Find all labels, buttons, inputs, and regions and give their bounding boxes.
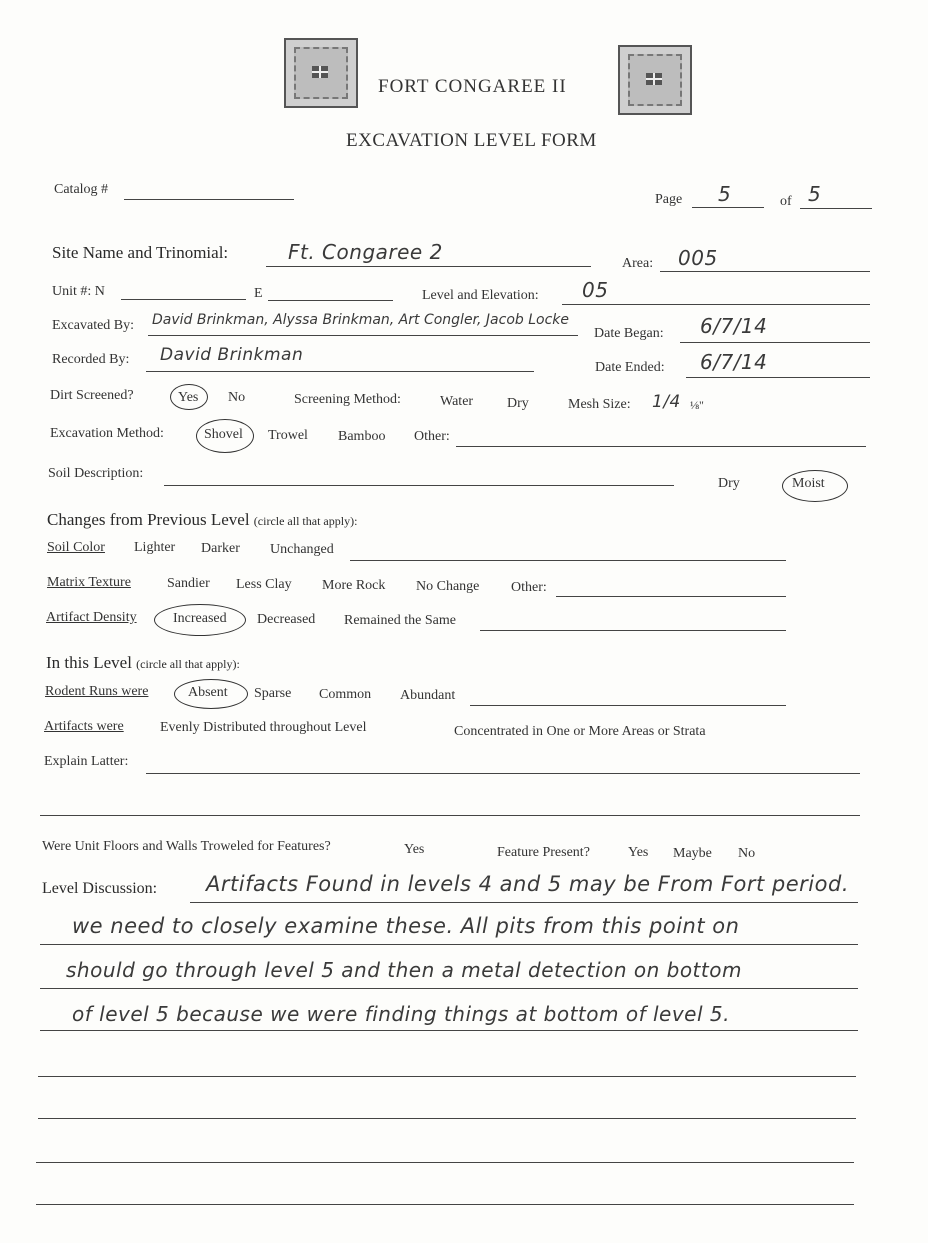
screening-method-label: Screening Method: <box>294 392 401 407</box>
troweled-question: Were Unit Floors and Walls Troweled for Features? <box>42 839 331 854</box>
level-field[interactable] <box>562 304 870 305</box>
density-field[interactable] <box>480 630 786 631</box>
dirt-yes-option[interactable]: Yes <box>178 390 199 405</box>
rodent-runs-label: Rodent Runs were <box>45 684 149 699</box>
changes-heading <box>47 510 357 530</box>
date-began-value: 6/7/14 <box>700 314 768 338</box>
soil-description-field[interactable] <box>164 485 674 486</box>
in-level-heading <box>46 653 240 673</box>
soil-color-label: Soil Color <box>47 540 105 555</box>
method-shovel-circle <box>196 419 254 453</box>
soil-description-label: Soil Description: <box>48 466 144 481</box>
matrix-less-clay-option[interactable]: Less Clay <box>236 577 292 592</box>
form-title: FORT CONGAREE II <box>378 76 567 97</box>
form-subtitle: EXCAVATION LEVEL FORM <box>346 130 597 151</box>
page-value: 5 <box>718 182 732 206</box>
excavation-method-label: Excavation Method: <box>50 426 164 441</box>
area-field[interactable] <box>660 271 870 272</box>
in-level-heading-note: (circle all that apply): <box>136 657 240 671</box>
mesh-size-unit: ⅛" <box>690 398 704 412</box>
discussion-line-4[interactable] <box>40 1030 858 1031</box>
soil-moist-circle <box>782 470 848 502</box>
feature-maybe-option[interactable]: Maybe <box>673 846 712 861</box>
artifacts-concentrated-option[interactable]: Concentrated in One or More Areas or Strata <box>454 724 706 739</box>
discussion-text-3: should go through level 5 and then a metal detection on bottom <box>66 958 742 982</box>
rodent-abundant-option[interactable]: Abundant <box>400 688 456 703</box>
matrix-other-label: Other: <box>511 580 547 595</box>
discussion-line-3[interactable] <box>40 988 858 989</box>
recorded-label: Recorded By: <box>52 352 130 367</box>
discussion-line-6[interactable] <box>38 1118 856 1119</box>
date-ended-label: Date Ended: <box>595 360 665 375</box>
discussion-text-2: we need to closely examine these. All pits from this point on <box>72 914 740 938</box>
unit-n-label: Unit #: N <box>52 284 105 299</box>
density-decreased-option[interactable]: Decreased <box>257 612 316 627</box>
excavated-field[interactable] <box>148 335 578 336</box>
method-shovel-option[interactable]: Shovel <box>204 427 243 442</box>
dirt-screened-label: Dirt Screened? <box>50 388 134 403</box>
soil-dry-option[interactable]: Dry <box>718 476 740 491</box>
excavated-label: Excavated By: <box>52 318 135 333</box>
discussion-line-8[interactable] <box>36 1204 854 1205</box>
of-label: of <box>780 194 792 209</box>
left-seal-logo <box>284 38 358 108</box>
method-other-label: Other: <box>414 429 450 444</box>
catalog-field[interactable] <box>124 199 294 200</box>
rodent-common-option[interactable]: Common <box>319 687 372 702</box>
matrix-sandier-option[interactable]: Sandier <box>167 576 210 591</box>
changes-heading-note: (circle all that apply): <box>253 514 358 528</box>
feature-yes-option[interactable]: Yes <box>628 845 649 860</box>
page-label: Page <box>655 192 683 207</box>
date-ended-field[interactable] <box>686 377 870 378</box>
level-label: Level and Elevation: <box>422 288 539 303</box>
explain-field-2[interactable] <box>40 815 860 816</box>
matrix-texture-label: Matrix Texture <box>47 575 131 590</box>
feature-no-option[interactable]: No <box>738 846 756 861</box>
discussion-line-7[interactable] <box>36 1162 854 1163</box>
right-seal-logo <box>618 45 692 115</box>
feature-present-label: Feature Present? <box>497 845 590 860</box>
method-trowel-option[interactable]: Trowel <box>268 428 308 443</box>
artifact-density-label: Artifact Density <box>46 610 137 625</box>
soil-color-unchanged-option[interactable]: Unchanged <box>270 542 334 557</box>
of-field[interactable] <box>800 208 872 209</box>
rodent-sparse-option[interactable]: Sparse <box>254 686 292 701</box>
of-value: 5 <box>808 182 822 206</box>
soil-moist-option[interactable]: Moist <box>792 476 825 491</box>
soil-color-field[interactable] <box>350 560 786 561</box>
rodent-absent-circle <box>174 679 248 709</box>
level-value: 05 <box>582 278 609 302</box>
density-remained-option[interactable]: Remained the Same <box>344 613 456 628</box>
dirt-no-option[interactable]: No <box>228 390 246 405</box>
density-increased-option[interactable]: Increased <box>173 611 227 626</box>
level-discussion-label: Level Discussion: <box>42 880 158 897</box>
unit-e-field[interactable] <box>268 300 393 301</box>
discussion-line-5[interactable] <box>38 1076 856 1077</box>
rodent-field[interactable] <box>470 705 786 706</box>
site-value: Ft. Congaree 2 <box>288 240 443 264</box>
method-bamboo-option[interactable]: Bamboo <box>338 429 386 444</box>
date-ended-value: 6/7/14 <box>700 350 768 374</box>
excavated-value: David Brinkman, Alyssa Brinkman, Art Congler, Jacob Locke <box>152 312 570 328</box>
area-value: 005 <box>678 246 718 270</box>
unit-n-field[interactable] <box>121 299 246 300</box>
artifacts-evenly-option[interactable]: Evenly Distributed throughout Level <box>160 720 367 735</box>
screening-dry-option[interactable]: Dry <box>507 396 529 411</box>
troweled-yes-option[interactable]: Yes <box>404 842 425 857</box>
discussion-text-4: of level 5 because we were finding things at bottom of level 5. <box>72 1002 730 1026</box>
page-field[interactable] <box>692 207 764 208</box>
rodent-absent-option[interactable]: Absent <box>188 685 228 700</box>
unit-e-label: E <box>254 286 263 301</box>
matrix-more-rock-option[interactable]: More Rock <box>322 578 386 593</box>
discussion-text-1: Artifacts Found in levels 4 and 5 may be From Fort period. <box>206 872 849 896</box>
in-level-heading-text: In this Level <box>46 653 132 672</box>
discussion-line-1[interactable] <box>190 902 858 903</box>
recorded-value: David Brinkman <box>160 345 304 365</box>
explain-label: Explain Latter: <box>44 754 129 769</box>
explain-field-1[interactable] <box>146 773 860 774</box>
soil-color-darker-option[interactable]: Darker <box>201 541 240 556</box>
artifacts-were-label: Artifacts were <box>44 719 124 734</box>
area-label: Area: <box>622 256 654 271</box>
date-began-label: Date Began: <box>594 326 664 341</box>
soil-color-lighter-option[interactable]: Lighter <box>134 540 176 555</box>
date-began-field[interactable] <box>680 342 870 343</box>
catalog-label: Catalog # <box>54 182 109 197</box>
changes-heading-text: Changes from Previous Level <box>47 510 250 529</box>
mesh-size-label: Mesh Size: <box>568 397 631 412</box>
site-label: Site Name and Trinomial: <box>52 243 229 262</box>
mesh-size-value: 1/4 <box>652 392 681 412</box>
site-field[interactable] <box>266 266 591 267</box>
screening-water-option[interactable]: Water <box>440 394 474 409</box>
matrix-no-change-option[interactable]: No Change <box>416 579 480 594</box>
method-other-field[interactable] <box>456 446 866 447</box>
discussion-line-2[interactable] <box>40 944 858 945</box>
matrix-other-field[interactable] <box>556 596 786 597</box>
recorded-field[interactable] <box>146 371 534 372</box>
dirt-yes-circle <box>170 384 208 410</box>
density-increased-circle <box>154 604 246 636</box>
